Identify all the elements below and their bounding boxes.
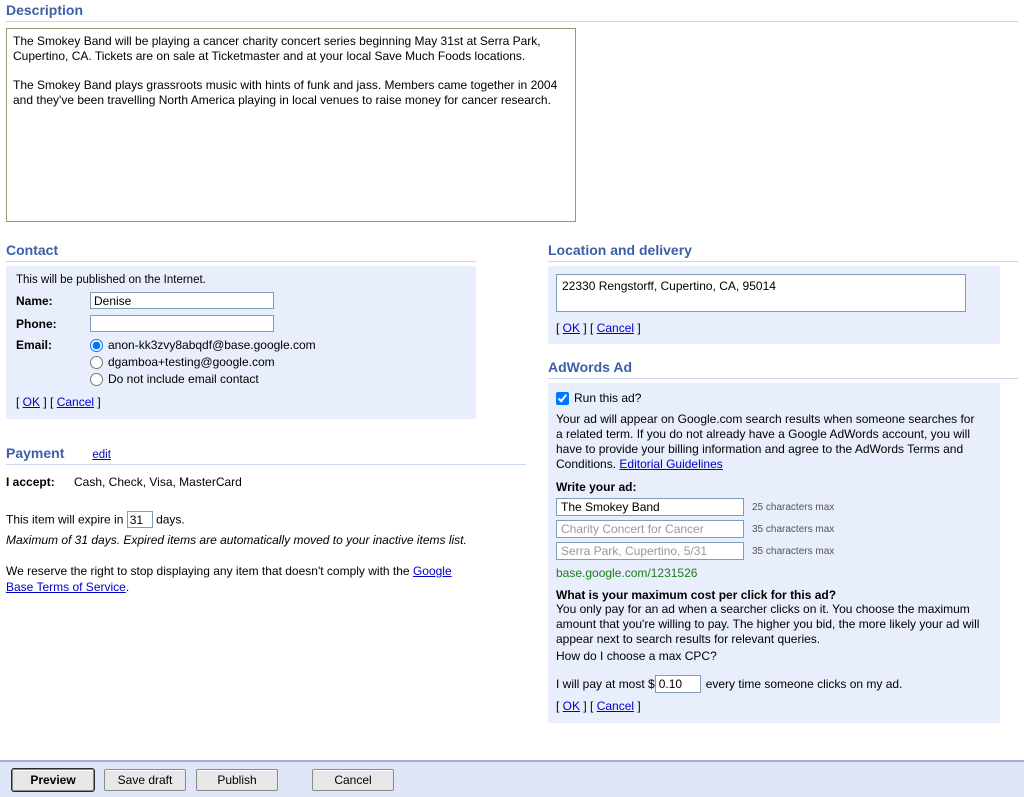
contact-title: Contact: [6, 242, 59, 258]
payment-terms-link[interactable]: Google Base Terms of Service: [6, 564, 452, 594]
contact-name-label: Name:: [16, 293, 53, 308]
location-ok-close-bracket: ]: [580, 321, 587, 335]
location-address-textarea[interactable]: [556, 274, 966, 312]
contact-ok-link[interactable]: OK: [22, 395, 41, 409]
adwords-divider: [548, 377, 1018, 379]
footer-toolbar: [0, 761, 1024, 797]
email-option-anon-label: anon-kk3zvy8abqdf@base.google.com: [108, 338, 316, 352]
ad-line-1-input[interactable]: [556, 498, 744, 516]
location-panel: [548, 266, 1000, 344]
cpc-question: What is your maximum cost per click for this ad?: [556, 588, 837, 602]
ad-line-3-input[interactable]: [556, 542, 744, 560]
ad-line-3-row: [556, 542, 990, 560]
location-ok-link[interactable]: OK: [562, 321, 581, 335]
payment-accept-row: [6, 475, 526, 489]
payment-title: Payment: [6, 445, 65, 461]
description-paragraph-2: The Smokey Band plays grassroots music with hints of funk and jass. Members came together in 2004 and they've been travelling North America playing in local venues to raise money for cancer research.: [13, 78, 558, 107]
location-divider: [548, 260, 1018, 262]
adwords-actions: [556, 699, 990, 713]
adwords-cancel-open-bracket: [: [590, 699, 597, 713]
adwords-intro: [556, 412, 984, 472]
cpc-input-row: [556, 675, 990, 693]
email-option-personal-label: dgamboa+testing@google.com: [108, 355, 275, 369]
payment-accept-label: I accept:: [6, 475, 55, 489]
payment-header: [6, 445, 526, 461]
adwords-title: AdWords Ad: [548, 359, 632, 375]
email-option-personal[interactable]: [90, 355, 316, 369]
payment-accept-value: Cash, Check, Visa, MasterCard: [74, 475, 242, 489]
contact-phone-label: Phone:: [16, 316, 57, 331]
contact-email-row: [16, 338, 466, 389]
ad-line-2-input[interactable]: [556, 520, 744, 538]
cpc-amount-input[interactable]: [655, 675, 701, 693]
payment-expire-prefix: This item will expire in: [6, 512, 124, 527]
contact-cancel-close-bracket: ]: [94, 395, 101, 409]
adwords-section: [548, 359, 1018, 723]
cancel-button[interactable]: Cancel: [312, 769, 394, 791]
preview-button[interactable]: Preview: [12, 769, 94, 791]
ad-line-2-maxchars: 35 characters max: [752, 523, 835, 535]
email-radio-none[interactable]: [90, 373, 103, 386]
contact-note: This will be published on the Internet.: [16, 274, 206, 286]
location-actions: [556, 321, 990, 335]
contact-name-row: [16, 292, 466, 309]
description-divider: [6, 20, 1018, 22]
description-paragraph-1: The Smokey Band will be playing a cancer charity concert series beginning May 31st at Serra Park, Cupertino, CA. Tickets are on sale at Ticketmaster and at your local Save Much Foods locations.: [13, 34, 541, 63]
location-cancel-link[interactable]: Cancel: [596, 321, 635, 335]
cpc-link-row: [556, 649, 990, 663]
max-cpc-help-link[interactable]: How do I choose a max CPC?: [556, 649, 717, 663]
payment-terms: [6, 563, 466, 595]
cpc-pay-prefix: I will pay at most $: [556, 677, 655, 691]
publish-button[interactable]: Publish: [196, 769, 278, 791]
payment-section: [6, 445, 526, 595]
adwords-intro-text: Your ad will appear on Google.com search results when someone searches for a related term. If you do not already have a Google AdWords account, you will have to provide your billing information and agree to the AdWords Terms and Conditions.: [556, 412, 975, 471]
email-option-none-label: Do not include email contact: [108, 372, 259, 386]
contact-cancel-open-bracket: [: [50, 395, 57, 409]
payment-expire-days-input[interactable]: [127, 511, 153, 528]
ad-line-3-maxchars: 35 characters max: [752, 545, 835, 557]
cpc-pay-suffix: every time someone clicks on my ad.: [705, 677, 903, 691]
location-title: Location and delivery: [548, 242, 692, 258]
description-section: [6, 2, 1018, 222]
location-cancel-open-bracket: [: [590, 321, 597, 335]
contact-section: [6, 242, 476, 419]
run-ad-label: Run this ad?: [574, 391, 642, 405]
payment-terms-suffix: .: [125, 580, 130, 594]
email-option-none[interactable]: [90, 372, 316, 386]
contact-ok-open-bracket: [: [16, 395, 23, 409]
payment-max-note: Maximum of 31 days. Expired items are automatically moved to your inactive items list.: [6, 533, 467, 547]
email-option-anon[interactable]: [90, 338, 316, 352]
run-ad-row[interactable]: [556, 391, 990, 405]
contact-name-input[interactable]: [90, 292, 274, 309]
payment-terms-prefix: We reserve the right to stop displaying any item that doesn't comply with the: [6, 564, 413, 578]
description-title: Description: [6, 2, 84, 18]
editorial-guidelines-link[interactable]: Editorial Guidelines: [619, 457, 723, 471]
payment-divider: [6, 463, 526, 465]
contact-divider: [6, 260, 476, 262]
cpc-body: [556, 602, 984, 647]
run-ad-checkbox[interactable]: [556, 392, 569, 405]
write-your-ad-label: Write your ad:: [556, 480, 637, 494]
adwords-cancel-close-bracket: ]: [634, 699, 641, 713]
contact-phone-input[interactable]: [90, 315, 274, 332]
contact-ok-close-bracket: ]: [40, 395, 47, 409]
contact-email-options: [90, 338, 316, 389]
ad-line-1-row: [556, 498, 990, 516]
adwords-cancel-link[interactable]: Cancel: [596, 699, 635, 713]
cpc-body-text: You only pay for an ad when a searcher clicks on it. You choose the maximum amount that you're willing to pay. The higher you bid, the more likely your ad will appear next to search results for relevant queries.: [556, 602, 980, 646]
ad-display-url: base.google.com/1231526: [556, 566, 698, 580]
ad-line-2-row: [556, 520, 990, 538]
payment-expire-row: [6, 511, 526, 528]
payment-edit-link[interactable]: edit: [92, 449, 111, 461]
adwords-panel: [548, 383, 1000, 723]
description-textarea[interactable]: [6, 28, 576, 222]
contact-phone-row: [16, 315, 466, 332]
contact-panel: [6, 266, 476, 419]
location-cancel-close-bracket: ]: [634, 321, 641, 335]
save-draft-button[interactable]: Save draft: [104, 769, 186, 791]
adwords-ok-open-bracket: [: [556, 699, 563, 713]
location-section: [548, 242, 1018, 344]
location-ok-open-bracket: [: [556, 321, 563, 335]
ad-line-1-maxchars: 25 characters max: [752, 501, 835, 513]
contact-actions: [16, 395, 466, 409]
email-radio-personal[interactable]: [90, 356, 103, 369]
email-radio-anon[interactable]: [90, 339, 103, 352]
adwords-ok-close-bracket: ]: [580, 699, 587, 713]
payment-expire-suffix: days.: [156, 512, 185, 527]
contact-email-label: Email:: [16, 338, 53, 352]
contact-cancel-link[interactable]: Cancel: [56, 395, 95, 409]
adwords-ok-link[interactable]: OK: [562, 699, 581, 713]
